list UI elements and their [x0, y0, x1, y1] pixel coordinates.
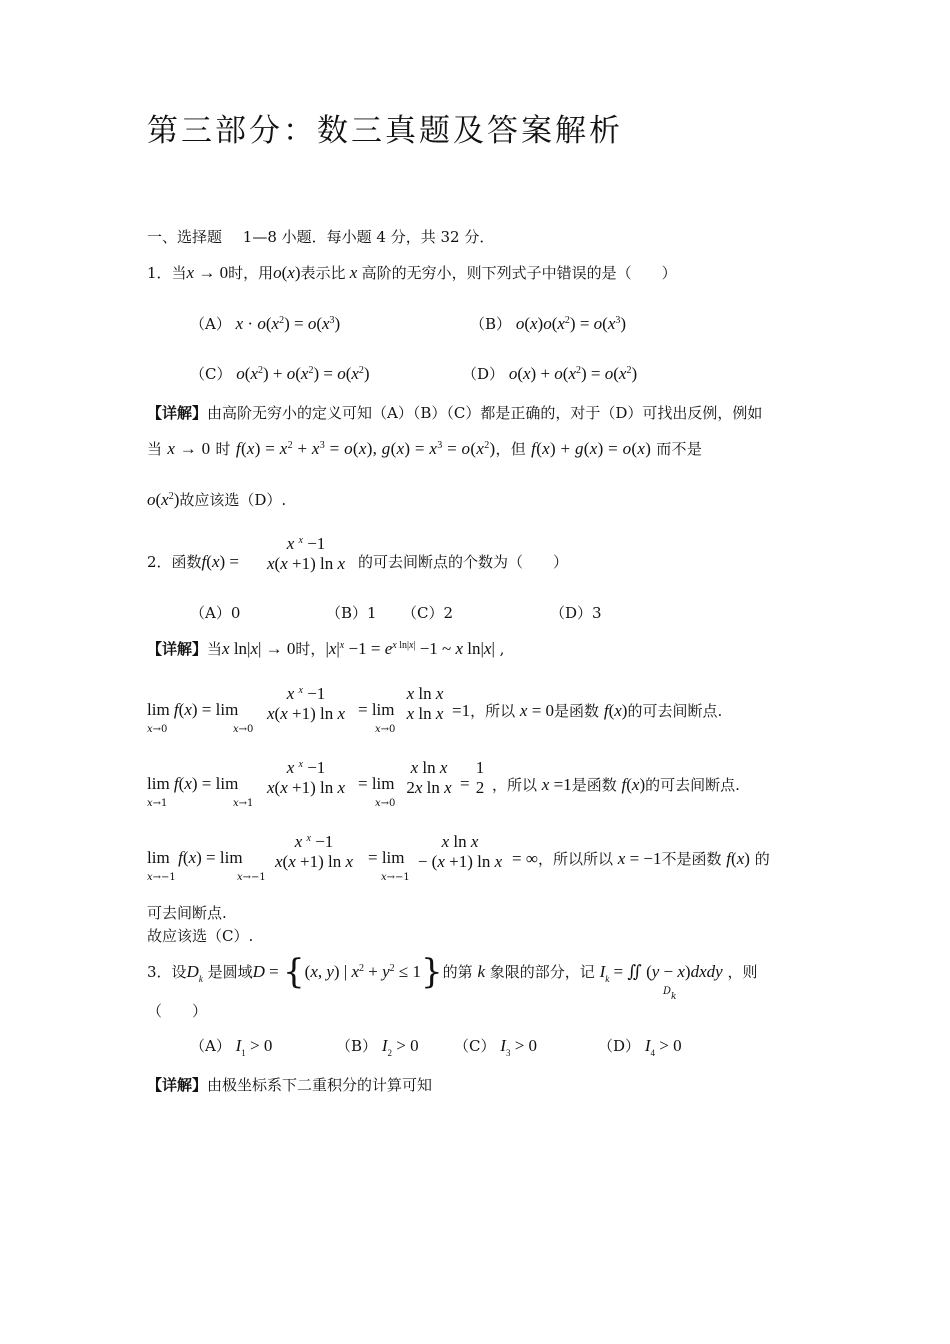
q2-limit-2-fraction-b: x ln x 2x ln x [406, 758, 452, 797]
q3-option-c-label: （C） [454, 1037, 496, 1055]
q3-blank: （ ） [147, 1002, 208, 1020]
q3-option-d-label: （D） [598, 1037, 641, 1055]
question-2-stem: 2．函数f(x) = [147, 552, 239, 571]
q3-detail-text: 由极坐标系下二重积分的计算可知 [207, 1076, 433, 1094]
q2-detail-line-end: 可去间断点. [147, 904, 227, 922]
q2-limit-3: lim f(x) = lim [147, 848, 243, 867]
q2-detail-text: 当 [207, 640, 223, 658]
q2-limit-2-tail: ，所以 x =1是函数 f(x)的可去间断点. [492, 775, 740, 794]
q3-option-c: （C） $I_3 > 0$ [454, 1036, 538, 1058]
q1-detail-text: ，但 [495, 440, 527, 458]
q2-detail-text: 的可去间断点. [645, 776, 740, 794]
q2-limit-1-sub: x→0 [375, 724, 396, 735]
q1-detail-text: 时 [215, 440, 231, 458]
q1-option-a-label: （A） [190, 315, 231, 333]
q2-limit-2-eq: = [460, 774, 470, 793]
q1-detail-line-2: 当 x → 0 时 $f(x) = x^2 + x^3 = o(x)$, $g(x) = x^3 = o(x^2)$，但 f(x) + g(x) = o(x) 而不是 [147, 439, 703, 458]
q2-detail-line-1: 【详解】当x ln|x| → 0时，$|x|^x -1 = e^{x ln|x|} -1$ ~ x ln|x| , [147, 639, 505, 658]
q2-detail-text: 是函数 [571, 776, 617, 794]
q2-detail-text: 的 [754, 850, 770, 868]
q1-detail-text: 当 [147, 440, 163, 458]
q2-detail-text: ，所以 [470, 702, 516, 720]
q2-limit-3-sub: x→−1 [147, 872, 176, 883]
q2-limit-1b: = lim [358, 700, 395, 719]
detail-tag: 【详解】 [147, 640, 208, 658]
q2-limit-3-sub: x→−1 [237, 872, 266, 883]
q3-option-d: （D） $I_4 > 0$ [598, 1036, 682, 1058]
q1-stem-part: 表示比 [300, 264, 346, 282]
q1-option-d-label: （D） [462, 365, 505, 383]
q2-limit-1-sub: x→0 [147, 724, 168, 735]
q2-limit-1-sub: x→0 [233, 724, 254, 735]
q2-limit-1-fraction-b: x ln x x ln x [406, 684, 444, 723]
q2-limit-2-sub: x→1 [147, 798, 168, 809]
section-heading-label: 一、选择题 [147, 228, 223, 246]
q2-option-d: （D）3 [550, 604, 602, 622]
q2-option-b: （B）1 [326, 604, 377, 622]
q2-limit-2-fraction: x $^x$ −1 x(x +1) ln x [266, 758, 346, 797]
q2-detail-text: ，所以 [492, 776, 538, 794]
q2-limit-2-half: 1 2 [475, 758, 485, 797]
q1-detail-text: 由高阶无穷小的定义可知（A）（B）（C）都是正确的，对于（D）可找出反例，例如 [207, 404, 763, 422]
q1-stem-part: 时，用 [228, 264, 274, 282]
section-heading [147, 226, 494, 247]
q1-option-b-formula: $o(x)o(x^2) = o(x^3)$ [515, 314, 627, 333]
q2-limit-1-tail: =1，所以 x = 0是函数 f(x)的可去间断点. [452, 701, 723, 720]
q2-limit-2: lim f(x) = lim [147, 774, 239, 793]
q2-limit-2-sub: x→0 [375, 798, 396, 809]
q2-limit-2b: = lim [358, 774, 395, 793]
q2-conclusion: 故应该选（C）. [147, 927, 254, 945]
detail-tag: 【详解】 [147, 1076, 208, 1094]
q3-option-b: （B） $I_2 > 0$ [336, 1036, 419, 1058]
q2-limit-3-fraction: x $^x$ −1 x(x +1) ln x [274, 832, 354, 871]
q2-limit-1: lim f(x) = lim [147, 700, 239, 719]
q1-option-d-formula: $o(x) + o(x^2) = o(x^2)$ [508, 364, 638, 383]
section-range: 1—8 小题．每小题 4 分，共 32 分． [242, 228, 495, 246]
q2-stem-tail: 的可去间断点的个数为（ ） [358, 553, 569, 571]
q3-stem-part: 3．设 [147, 963, 187, 981]
q2-limit-3-tail: = ∞，所以所以 x = −1不是函数 f(x) 的 [512, 849, 770, 868]
q3-option-b-label: （B） [336, 1037, 378, 1055]
q3-stem-part: ，则 [727, 963, 758, 981]
question-1-stem: 1．当x → 0时，用o(x)表示比 x 高阶的无穷小，则下列式子中错误的是（ ） [147, 263, 677, 282]
question-3-stem: 3．设$D_k$ 是圆域D = {(x, y) | $x^2 + y^2 \le 1$}的第 k 象限的部分，记 $I_k$ = ∬ (y − x)dxdy ，则 [147, 952, 758, 992]
q1-option-c-formula: $o(x^2) + o(x^2) = o(x^2)$ [236, 364, 370, 383]
q2-option-c: （C）2 [402, 604, 454, 622]
q3-option-a: （A） $I_1 > 0$ [190, 1036, 273, 1058]
q3-stem-part: 象限的部分，记 [489, 963, 595, 981]
q3-integral-domain: $D_k$ [663, 986, 677, 1002]
q2-limit-1-fraction: x $^x$ −1 x(x +1) ln x [266, 684, 346, 723]
page-title: 第三部分：数三真题及答案解析 [147, 113, 623, 149]
q1-stem-part: 1．当 [147, 264, 187, 282]
q2-limit-3-fraction-b: x ln x − (x +1) ln x [417, 832, 503, 871]
q1-option-b-label: （B） [470, 315, 512, 333]
q1-option-b [470, 313, 626, 334]
q1-detail-line-3: $o(x^2)$故应该选（D）. [147, 490, 287, 509]
q2-limit-3-sub: x→−1 [381, 872, 410, 883]
q1-detail-text: 故应该选（D）. [179, 491, 287, 509]
q2-fraction: x $^x$ −1 x(x +1) ln x [266, 534, 346, 573]
q2-detail-text: 是函数 [554, 702, 600, 720]
q1-stem-part: 高阶的无穷小，则下列式子中错误的是（ ） [361, 264, 677, 282]
q2-limit-2-sub: x→1 [233, 798, 254, 809]
q1-option-a [190, 313, 340, 334]
detail-tag: 【详解】 [147, 404, 208, 422]
q3-stem-part: 的第 [442, 963, 473, 981]
q3-option-a-label: （A） [190, 1037, 231, 1055]
q2-limit-3b: = lim [368, 848, 405, 867]
q2-stem-part: 2．函数 [147, 553, 202, 571]
q1-option-a-formula: $x \cdot o(x^2) = o(x^3)$ [235, 314, 341, 333]
q3-detail-line-1 [147, 1074, 432, 1095]
q2-detail-text: ，所以所以 [537, 850, 613, 868]
q2-detail-text: 时， [295, 640, 326, 658]
q3-stem-part: 是圆域 [207, 963, 253, 981]
q2-detail-text: 的可去间断点. [627, 702, 723, 720]
q1-option-d [462, 363, 637, 384]
q2-detail-text: 不是函数 [661, 850, 722, 868]
q1-detail-text: 而不是 [656, 440, 703, 458]
q2-option-a: （A）0 [190, 604, 241, 622]
q1-detail-line-1 [147, 402, 762, 423]
q1-option-c-label: （C） [190, 365, 232, 383]
q1-option-c [190, 363, 370, 384]
